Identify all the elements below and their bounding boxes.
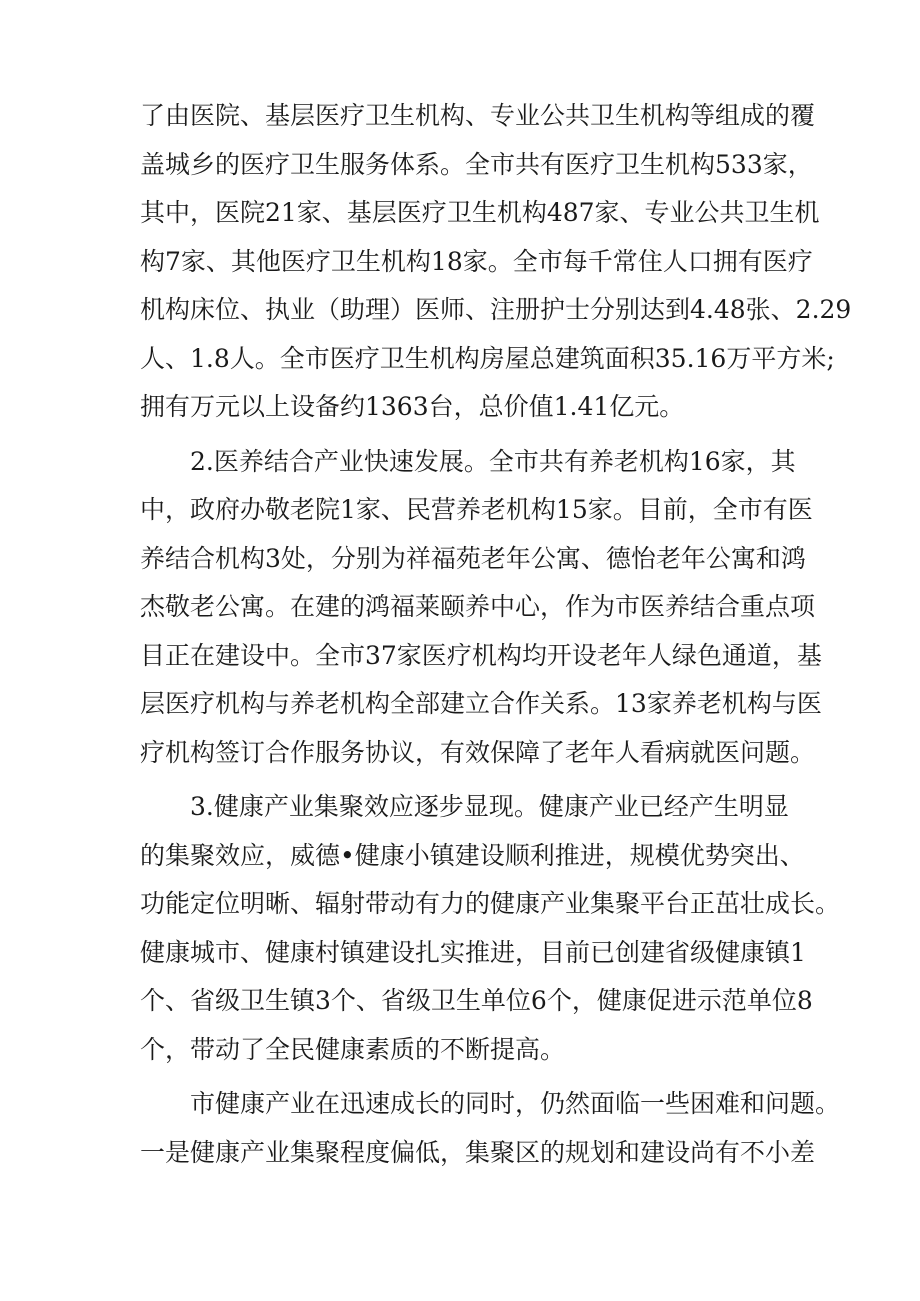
text-line: 的集聚效应，威德•健康小镇建设顺利推进，规模优势突出、	[140, 840, 805, 870]
paragraph-4	[140, 1080, 841, 1177]
text-line: 构7家、其他医疗卫生机构18家。全市每千常住人口拥有医疗	[140, 246, 813, 276]
paragraph-3	[140, 783, 841, 1074]
text-line: 功能定位明晰、辐射带动有力的健康产业集聚平台正茁壮成长。	[140, 889, 841, 918]
text-line: 健康城市、健康村镇建设扎实推进，目前已创建省级健康镇1	[140, 937, 806, 967]
text-line: 其中，医院21家、基层医疗卫生机构487家、专业公共卫生机	[140, 198, 820, 227]
text-line: 目正在建设中。全市37家医疗机构均开设老年人绿色通道，基	[140, 640, 822, 670]
text-line: 层医疗机构与养老机构全部建立合作关系。13家养老机构与医	[140, 689, 822, 718]
text-line: 3.健康产业集聚效应逐步显现。健康产业已经产生明显	[140, 792, 789, 821]
text-line: 个、省级卫生镇3个、省级卫生单位6个，健康促进示范单位8	[140, 986, 813, 1015]
paragraph-1	[140, 92, 852, 432]
text-line: 市健康产业在迅速成长的同时，仍然面临一些困难和问题。	[140, 1089, 841, 1118]
text-line: 盖城乡的医疗卫生服务体系。全市共有医疗卫生机构533家，	[140, 149, 813, 179]
text-line: 2.医养结合产业快速发展。全市共有养老机构16家，其	[140, 446, 796, 476]
document-body	[140, 92, 852, 1177]
paragraph-2	[140, 438, 822, 778]
text-line: 中，政府办敬老院1家、民营养老机构15家。目前，全市有医	[140, 495, 813, 524]
text-line: 机构床位、执业（助理）医师、注册护士分别达到4.48张、2.29	[140, 295, 852, 324]
text-line: 人、1.8人。全市医疗卫生机构房屋总建筑面积35.16万平方米;	[140, 343, 835, 373]
text-line: 拥有万元以上设备约1363台，总价值1.41亿元。	[140, 392, 685, 421]
text-line: 个，带动了全民健康素质的不断提高。	[140, 1034, 566, 1064]
text-line: 了由医院、基层医疗卫生机构、专业公共卫生机构等组成的覆	[140, 101, 816, 130]
text-line: 杰敬老公寓。在建的鸿福莱颐养中心，作为市医养结合重点项	[140, 592, 816, 621]
text-line: 一是健康产业集聚程度偏低，集聚区的规划和建设尚有不小差	[140, 1137, 816, 1167]
text-line: 养结合机构3处，分别为祥福苑老年公寓、德怡老年公寓和鸿	[140, 543, 806, 573]
text-line: 疗机构签订合作服务协议，有效保障了老年人看病就医问题。	[140, 737, 816, 767]
